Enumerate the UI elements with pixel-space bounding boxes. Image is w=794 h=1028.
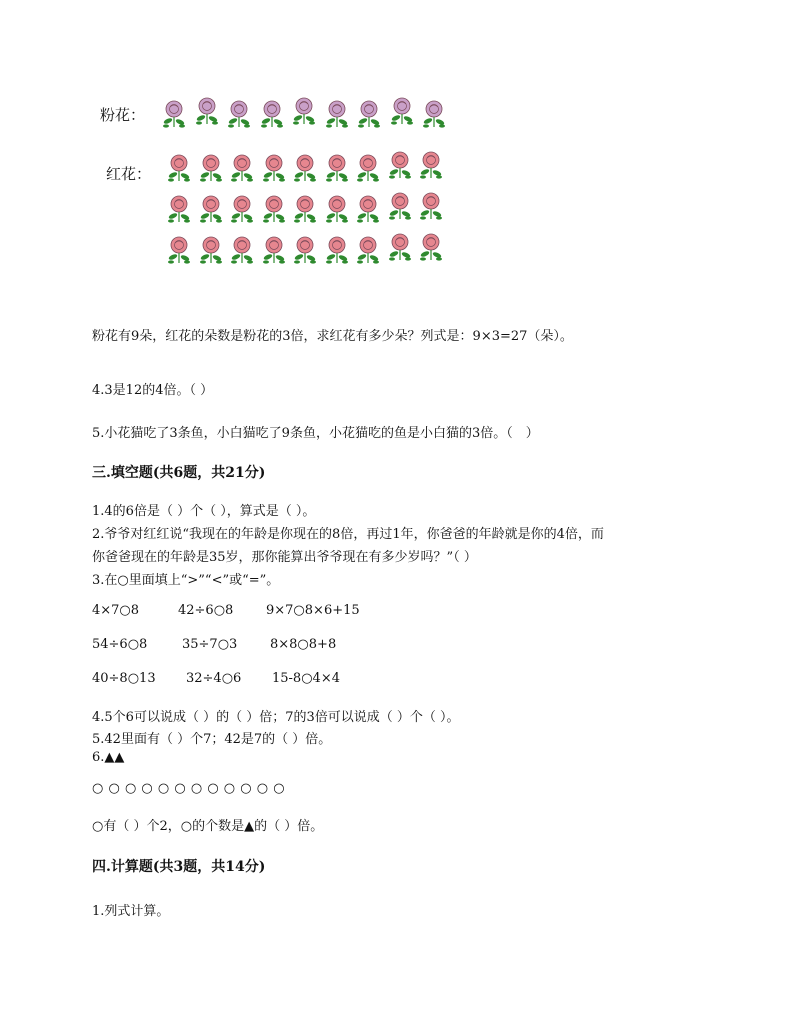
fill-question-6-triangles: 6.▲▲ [92,750,125,765]
red-flower-icon [229,194,255,224]
fill-question-1: 1.4的6倍是（ ）个（ ），算式是（ ）。 [92,504,316,519]
fill-question-3-intro: 3.在○里面填上“>”“<”或“=”。 [92,573,280,588]
flower-question-text: 粉花有9朵，红花的朵数是粉花的3倍，求红花有多少朵？列式是：9×3=27（朵）。 [92,329,573,344]
red-flower-icon [198,153,224,183]
comparison-item: 40÷8○13 [92,671,156,686]
red-flower-icon [292,235,318,265]
pink-flower-icon [194,96,220,126]
pink-flower-icon [161,99,187,129]
red-flower-icon [261,194,287,224]
red-flower-icon [387,232,413,262]
fill-question-6-text: ○有（ ）个2，○的个数是▲的（ ）倍。 [92,819,324,834]
pink-flower-icon [389,96,415,126]
fill-question-2-line-1: 2.爷爷对红红说“我现在的年龄是你现在的8倍，再过1年，你爸爸的年龄就是你的4倍，而 [92,527,604,542]
red-flower-icon [166,235,192,265]
red-flower-icon [355,194,381,224]
red-flower-icon [418,191,444,221]
question-5: 5.小花猫吃了3条鱼，小白猫吃了9条鱼，小花猫吃的鱼是小白猫的3倍。（ ） [92,426,539,441]
red-flower-icon [292,194,318,224]
red-flower-icon [166,153,192,183]
fill-question-2-line-2: 你爸爸现在的年龄是35岁，那你能算出爷爷现在有多少岁吗？”（ ） [92,550,477,565]
pink-flower-icon [324,99,350,129]
pink-flower-icon [291,96,317,126]
red-flowers-label: 红花： [106,165,152,183]
comparison-item: 35÷7○3 [182,637,238,652]
red-flower-icon [229,153,255,183]
fill-question-5: 5.42里面有（ ）个7；42是7的（ ）倍。 [92,732,332,747]
red-flower-icon [355,235,381,265]
red-flower-icon [387,150,413,180]
red-flower-icon [292,153,318,183]
red-flower-icon [229,235,255,265]
red-flower-icon [198,235,224,265]
comparison-item: 42÷6○8 [178,603,234,618]
calc-question-1: 1.列式计算。 [92,904,170,919]
comparison-item: 32÷4○6 [186,671,242,686]
red-flower-icon [418,150,444,180]
comparison-item: 54÷6○8 [92,637,148,652]
pink-flower-icon [259,99,285,129]
pink-flowers-label: 粉花： [100,106,146,124]
red-flower-icon [324,235,350,265]
comparison-item: 9×7○8×6+15 [266,603,360,618]
red-flower-icon [355,153,381,183]
pink-flower-icon [421,99,447,129]
red-flower-icon [261,153,287,183]
section-3-heading: 三.填空题(共6题，共21分) [92,465,266,481]
red-flower-icon [166,194,192,224]
fill-question-6-circles: ○ ○ ○ ○ ○ ○ ○ ○ ○ ○ ○ ○ [92,781,286,796]
red-flower-icon [198,194,224,224]
red-flower-icon [324,153,350,183]
fill-question-4: 4.5个6可以说成（ ）的（ ）倍；7的3倍可以说成（ ）个（ ）。 [92,710,460,725]
section-4-heading: 四.计算题(共3题，共14分) [92,859,266,875]
red-flower-icon [324,194,350,224]
red-flower-icon [418,232,444,262]
question-4: 4.3是12的4倍。（ ） [92,383,214,398]
red-flower-icon [261,235,287,265]
comparison-item: 15-8○4×4 [272,671,340,686]
pink-flower-icon [226,99,252,129]
pink-flower-icon [356,99,382,129]
comparison-item: 4×7○8 [92,603,140,618]
red-flower-icon [387,191,413,221]
comparison-item: 8×8○8+8 [270,637,337,652]
